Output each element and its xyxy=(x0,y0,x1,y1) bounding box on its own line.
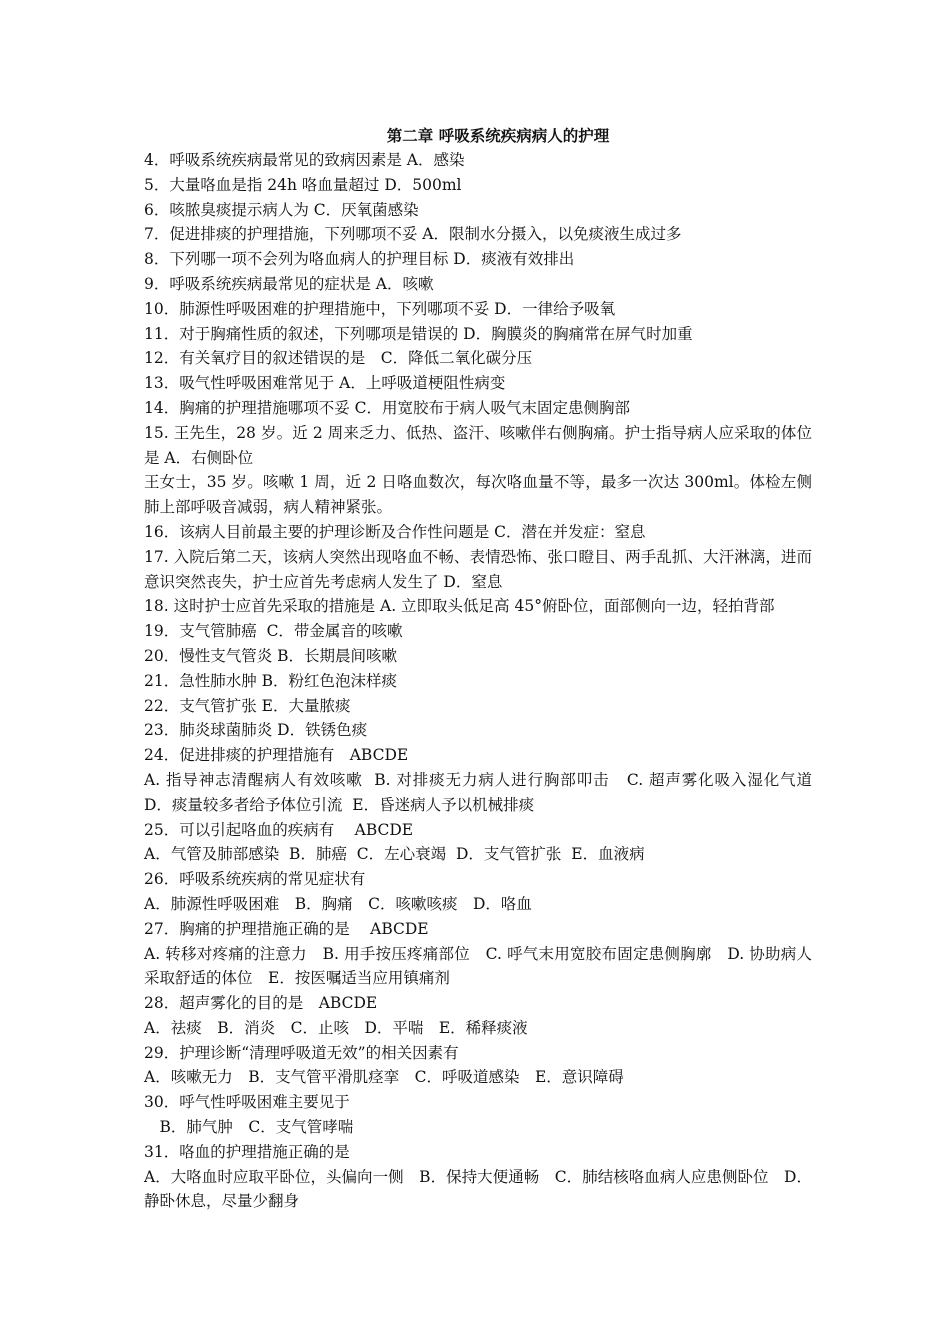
question-line: 31．咯血的护理措施正确的是 xyxy=(144,1142,350,1161)
question-line: 14．胸痛的护理措施哪项不妥 C．用宽胶布于病人吸气末固定患侧胸部 xyxy=(144,398,631,417)
question-line: 8．下列哪一项不会列为咯血病人的护理目标 D．痰液有效排出 xyxy=(144,250,575,269)
question-line: 10．肺源性呼吸困难的护理措施中，下列哪项不妥 D．一律给予吸氧 xyxy=(144,299,616,318)
question-line: 16．该病人目前最主要的护理诊断及合作性问题是 C．潜在并发症：窒息 xyxy=(144,522,646,541)
question-line: 17. 入院后第二天，该病人突然出现咯血不畅、表情恐怖、张口瞪目、两手乱抓、大汗淋漓，进而意识突然丧失，护士应首先考虑病人发生了 D．窒息 xyxy=(144,547,812,591)
question-line: 27．胸痛的护理措施正确的是 ABCDE xyxy=(144,919,429,938)
question-line: 王女士，35 岁。咳嗽 1 周，近 2 日咯血数次，每次咯血量不等，最多一次达 300ml。体检左侧肺上部呼吸音减弱，病人精神紧张。 xyxy=(144,473,812,517)
question-line: 20．慢性支气管炎 B．长期晨间咳嗽 xyxy=(144,646,398,665)
question-line: A．大咯血时应取平卧位，头偏向一侧 B．保持大便通畅 C．肺结核咯血病人应患侧卧位 D．静卧休息，尽量少翻身 xyxy=(144,1167,812,1211)
question-line: A．肺源性呼吸困难 B．胸痛 C．咳嗽咳痰 D．咯血 xyxy=(144,894,532,913)
question-line: 26．呼吸系统疾病的常见症状有 xyxy=(144,870,366,889)
question-line: 15. 王先生，28 岁。近 2 周来乏力、低热、盗汗、咳嗽伴右侧胸痛。护士指导病人应采取的体位是 A．右侧卧位 xyxy=(144,423,812,467)
question-list xyxy=(144,148,822,1214)
question-line: 5．大量咯血是指 24h 咯血量超过 D．500ml xyxy=(144,175,462,194)
question-line: 25．可以引起咯血的疾病有 ABCDE xyxy=(144,820,414,839)
question-line: 12．有关氧疗目的叙述错误的是 C．降低二氧化碳分压 xyxy=(144,349,533,368)
question-line: 9．呼吸系统疾病最常见的症状是 A．咳嗽 xyxy=(144,274,434,293)
question-line: A．气管及肺部感染 B．肺癌 C．左心衰竭 D．支气管扩张 E．血液病 xyxy=(144,845,645,864)
question-line: 11．对于胸痛性质的叙述，下列哪项是错误的 D．胸膜炎的胸痛常在屏气时加重 xyxy=(144,324,693,343)
question-line: 23．肺炎球菌肺炎 D．铁锈色痰 xyxy=(144,721,368,740)
question-line: A. 指导神志清醒病人有效咳嗽 B. 对排痰无力病人进行胸部叩击 C. 超声雾化吸入湿化气道 D．痰量较多者给予体位引流 E．昏迷病人予以机械排痰 xyxy=(144,770,822,814)
question-line: A．咳嗽无力 B．支气管平滑肌痉挛 C．呼吸道感染 E．意识障碍 xyxy=(144,1068,624,1087)
question-line: 19．支气管肺癌 C．带金属音的咳嗽 xyxy=(144,622,403,641)
question-line: 28．超声雾化的目的是 ABCDE xyxy=(144,994,378,1013)
chapter-title: 第二章 呼吸系统疾病病人的护理 xyxy=(386,127,610,145)
question-line: B．肺气肿 C．支气管哮喘 xyxy=(144,1118,354,1137)
question-line: 4．呼吸系统疾病最常见的致病因素是 A．感染 xyxy=(144,151,465,169)
question-line: 22．支气管扩张 E．大量脓痰 xyxy=(144,696,351,715)
question-line: 7．促进排痰的护理措施，下列哪项不妥 A．限制水分摄入，以免痰液生成过多 xyxy=(144,225,682,244)
question-line: 29．护理诊断“清理呼吸道无效”的相关因素有 xyxy=(144,1043,459,1062)
question-line: 21．急性肺水肿 B．粉红色泡沫样痰 xyxy=(144,671,398,690)
question-line: 6．咳脓臭痰提示病人为 C．厌氧菌感染 xyxy=(144,200,419,219)
question-line: 13．吸气性呼吸困难常见于 A．上呼吸道梗阻性病变 xyxy=(144,374,506,393)
question-line: 18. 这时护士应首先采取的措施是 A. 立即取头低足高 45°俯卧位，面部侧向一边，轻拍背部 xyxy=(144,597,775,616)
question-line: 24．促进排痰的护理措施有 ABCDE xyxy=(144,746,409,765)
question-line: 30．呼气性呼吸困难主要见于 xyxy=(144,1093,350,1112)
question-line: A．祛痰 B．消炎 C．止咳 D．平喘 E．稀释痰液 xyxy=(144,1018,528,1037)
question-line: A. 转移对疼痛的注意力 B. 用手按压疼痛部位 C. 呼气末用宽胶布固定患侧胸廓 D. 协助病人采取舒适的体位 E．按医嘱适当应用镇痛剂 xyxy=(144,944,812,988)
